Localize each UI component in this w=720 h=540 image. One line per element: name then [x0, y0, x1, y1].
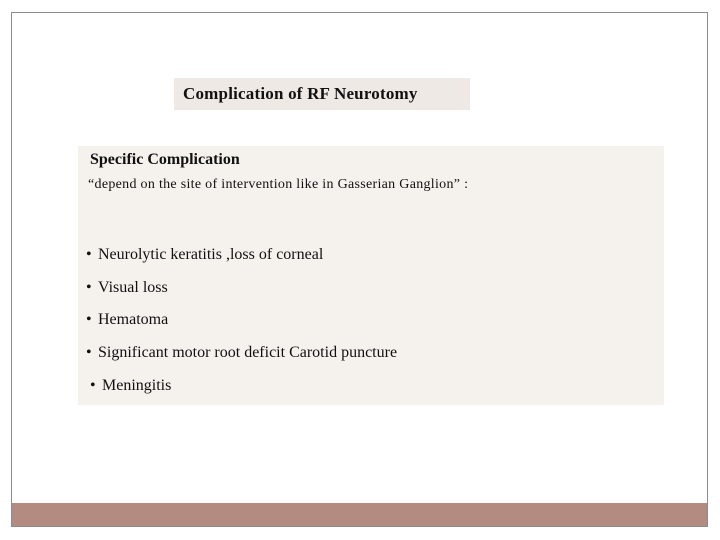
complication-list	[86, 246, 397, 409]
list-item	[86, 377, 397, 410]
bullet-icon: •	[86, 278, 92, 296]
section-heading: Specific Complication	[90, 151, 240, 168]
list-item-text: Significant motor root deficit Carotid puncture	[98, 344, 398, 362]
bullet-icon: •	[86, 344, 92, 362]
list-item	[86, 279, 397, 312]
bullet-icon: •	[90, 376, 96, 394]
list-item-text: Meningitis	[102, 376, 172, 394]
slide-title: Complication of RF Neurotomy	[183, 84, 418, 103]
content-box	[78, 146, 664, 405]
section-subtext: “depend on the site of intervention like in Gasserian Ganglion” :	[88, 177, 469, 192]
list-item	[86, 344, 397, 377]
bullet-icon: •	[86, 246, 92, 263]
title-box	[174, 78, 470, 110]
list-item	[86, 246, 397, 279]
list-item-text: Hematoma	[98, 311, 169, 329]
list-item-text: Visual loss	[98, 278, 168, 296]
list-item-text: Neurolytic keratitis ,loss of corneal	[98, 246, 324, 263]
bullet-icon: •	[86, 311, 92, 329]
list-item	[86, 311, 397, 344]
footer-bar	[12, 503, 707, 526]
